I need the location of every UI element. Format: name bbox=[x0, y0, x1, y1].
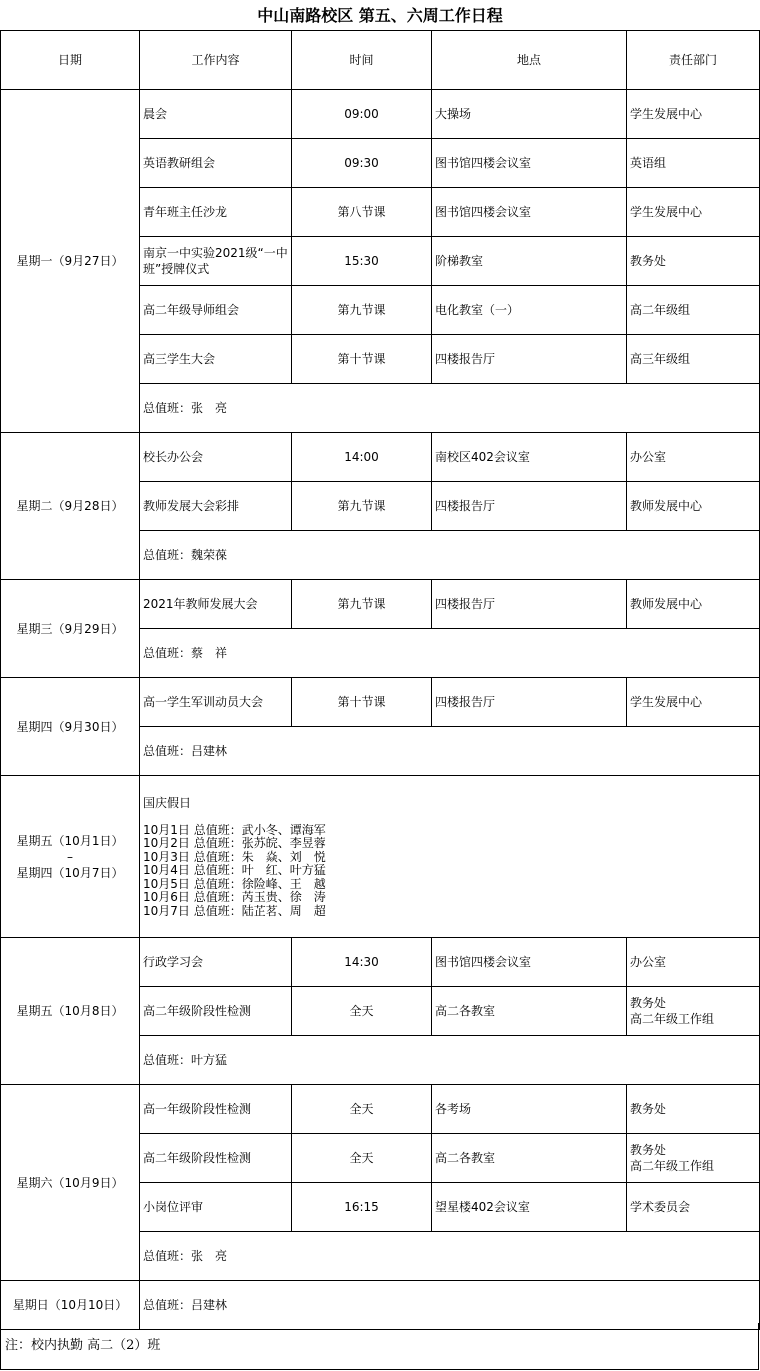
event-time: 16:15 bbox=[292, 1183, 432, 1232]
event-content: 行政学习会 bbox=[140, 938, 292, 987]
date-cell: 星期三（9月29日） bbox=[1, 580, 140, 678]
event-dept: 高三年级组 bbox=[627, 335, 760, 384]
dept-line: 教务处 bbox=[630, 1143, 667, 1157]
duty-cell: 总值班：吕建林 bbox=[140, 1281, 760, 1330]
event-dept: 学生发展中心 bbox=[627, 90, 760, 139]
event-place: 高二各教室 bbox=[432, 1134, 627, 1183]
event-place: 电化教室（一） bbox=[432, 286, 627, 335]
event-time: 15:30 bbox=[292, 237, 432, 286]
event-dept bbox=[627, 938, 760, 987]
event-place: 四楼报告厅 bbox=[432, 580, 627, 629]
event-time: 全天 bbox=[292, 987, 432, 1036]
event-content: 高二年级阶段性检测 bbox=[140, 1134, 292, 1183]
table-row bbox=[1, 678, 760, 727]
event-dept: 教务处 bbox=[627, 237, 760, 286]
table-row bbox=[1, 580, 760, 629]
table-row bbox=[1, 433, 760, 482]
event-content: 教师发展大会彩排 bbox=[140, 482, 292, 531]
holiday-cell bbox=[140, 776, 760, 938]
event-time: 全天 bbox=[292, 1085, 432, 1134]
event-dept: 学生发展中心 bbox=[627, 678, 760, 727]
holiday-duty-line: 10月1日 总值班：武小冬、谭海军 bbox=[143, 822, 326, 837]
event-place: 四楼报告厅 bbox=[432, 482, 627, 531]
dept-line: 学术委员会 bbox=[630, 1200, 691, 1214]
header-date: 日期 bbox=[1, 31, 140, 90]
event-content: 2021年教师发展大会 bbox=[140, 580, 292, 629]
date-cell: 星期二（9月28日） bbox=[1, 433, 140, 580]
event-dept: 办公室 bbox=[627, 433, 760, 482]
event-place: 阶梯教室 bbox=[432, 237, 627, 286]
event-time: 14:30 bbox=[292, 938, 432, 987]
event-content: 校长办公会 bbox=[140, 433, 292, 482]
event-time: 09:00 bbox=[292, 90, 432, 139]
table-row bbox=[1, 1085, 760, 1134]
event-content: 南京一中实验2021级“一中班”授牌仪式 bbox=[140, 237, 292, 286]
event-place: 图书馆四楼会议室 bbox=[432, 188, 627, 237]
event-content: 高一学生军训动员大会 bbox=[140, 678, 292, 727]
holiday-duty-line: 10月2日 总值班：张苏皖、李昱蓉 bbox=[143, 836, 326, 851]
holiday-duty-line: 10月7日 总值班：陆芷茗、周 超 bbox=[143, 903, 326, 918]
event-place: 高二各教室 bbox=[432, 987, 627, 1036]
event-dept bbox=[627, 1085, 760, 1134]
event-place: 望星楼402会议室 bbox=[432, 1183, 627, 1232]
holiday-duty-line: 10月3日 总值班：朱 焱、刘 悦 bbox=[143, 849, 326, 864]
event-place: 大操场 bbox=[432, 90, 627, 139]
date-cell: 星期一（9月27日） bbox=[1, 90, 140, 433]
event-place: 南校区402会议室 bbox=[432, 433, 627, 482]
duty-cell: 总值班：蔡 祥 bbox=[140, 629, 760, 678]
event-dept bbox=[627, 987, 760, 1036]
event-content: 青年班主任沙龙 bbox=[140, 188, 292, 237]
page-title: 中山南路校区 第五、六周工作日程 bbox=[257, 6, 503, 25]
duty-cell: 总值班：吕建林 bbox=[140, 727, 760, 776]
event-dept: 高二年级组 bbox=[627, 286, 760, 335]
event-place: 四楼报告厅 bbox=[432, 335, 627, 384]
holiday-duty-line: 10月6日 总值班：芮玉贵、徐 涛 bbox=[143, 890, 326, 905]
event-time: 14:00 bbox=[292, 433, 432, 482]
date-cell: 星期六（10月9日） bbox=[1, 1085, 140, 1281]
header-content: 工作内容 bbox=[140, 31, 292, 90]
event-place: 各考场 bbox=[432, 1085, 627, 1134]
event-time: 全天 bbox=[292, 1134, 432, 1183]
table-row bbox=[1, 90, 760, 139]
date-cell bbox=[1, 776, 140, 938]
date-cell: 星期四（9月30日） bbox=[1, 678, 140, 776]
dept-line: 办公室 bbox=[630, 955, 667, 969]
holiday-duty-line: 10月5日 总值班：徐险峰、王 越 bbox=[143, 876, 326, 891]
event-content: 高一年级阶段性检测 bbox=[140, 1085, 292, 1134]
date-line: 星期五（10月1日） bbox=[16, 833, 124, 848]
event-content: 英语教研组会 bbox=[140, 139, 292, 188]
event-dept bbox=[627, 1183, 760, 1232]
event-dept: 学生发展中心 bbox=[627, 188, 760, 237]
event-dept: 教师发展中心 bbox=[627, 580, 760, 629]
event-time: 第九节课 bbox=[292, 580, 432, 629]
header-row bbox=[1, 31, 760, 90]
dept-line: 教务处 bbox=[630, 996, 667, 1010]
date-line: 星期四（10月7日） bbox=[16, 865, 124, 880]
footer-note: 注：校内执勤 高二（2）班 bbox=[0, 1323, 759, 1370]
dept-line: 教务处 bbox=[630, 1102, 667, 1116]
holiday-title: 国庆假日 bbox=[143, 795, 192, 810]
event-time: 第九节课 bbox=[292, 286, 432, 335]
event-content: 晨会 bbox=[140, 90, 292, 139]
event-time: 第十节课 bbox=[292, 678, 432, 727]
schedule-table bbox=[0, 30, 760, 1330]
event-place: 图书馆四楼会议室 bbox=[432, 938, 627, 987]
date-dash: – bbox=[67, 849, 73, 864]
header-dept: 责任部门 bbox=[627, 31, 760, 90]
holiday-row bbox=[1, 776, 760, 938]
dept-line: 高二年级工作组 bbox=[630, 1159, 715, 1173]
event-time: 09:30 bbox=[292, 139, 432, 188]
holiday-duty-line: 10月4日 总值班：叶 红、叶方猛 bbox=[143, 863, 326, 878]
event-dept: 教师发展中心 bbox=[627, 482, 760, 531]
date-cell: 星期日（10月10日） bbox=[1, 1281, 140, 1330]
duty-cell: 总值班：叶方猛 bbox=[140, 1036, 760, 1085]
event-time: 第八节课 bbox=[292, 188, 432, 237]
event-time: 第十节课 bbox=[292, 335, 432, 384]
duty-cell: 总值班：张 亮 bbox=[140, 384, 760, 433]
date-cell: 星期五（10月8日） bbox=[1, 938, 140, 1085]
event-place: 四楼报告厅 bbox=[432, 678, 627, 727]
dept-line: 高二年级工作组 bbox=[630, 1012, 715, 1026]
event-content: 高二年级导师组会 bbox=[140, 286, 292, 335]
event-place: 图书馆四楼会议室 bbox=[432, 139, 627, 188]
event-content: 小岗位评审 bbox=[140, 1183, 292, 1232]
header-time: 时间 bbox=[292, 31, 432, 90]
event-content: 高三学生大会 bbox=[140, 335, 292, 384]
duty-cell: 总值班：魏荣葆 bbox=[140, 531, 760, 580]
header-place: 地点 bbox=[432, 31, 627, 90]
event-content: 高二年级阶段性检测 bbox=[140, 987, 292, 1036]
event-dept: 英语组 bbox=[627, 139, 760, 188]
event-dept bbox=[627, 1134, 760, 1183]
event-time: 第九节课 bbox=[292, 482, 432, 531]
duty-cell: 总值班：张 亮 bbox=[140, 1232, 760, 1281]
table-row bbox=[1, 938, 760, 987]
